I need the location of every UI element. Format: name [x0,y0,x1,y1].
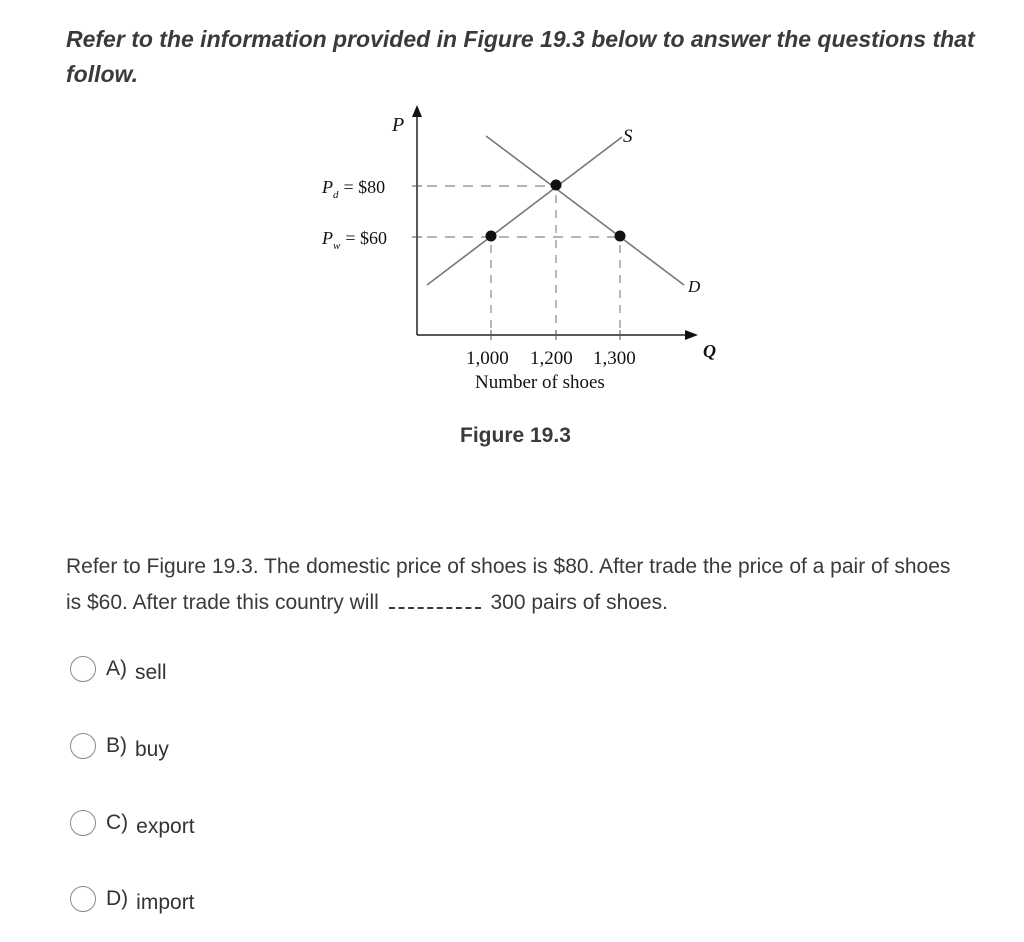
x-axis-title: Number of shoes [475,372,605,393]
option-d-text: import [136,891,195,914]
answer-blank [389,589,481,609]
option-c-radio[interactable] [70,810,96,836]
option-b-radio[interactable] [70,733,96,759]
domestic-price-label: $P_d$ = $80 [322,177,386,201]
option-a-radio[interactable] [70,656,96,682]
figure-19-3 [300,95,740,395]
option-b-letter: B) [106,734,127,757]
x-tick-label-1300: 1,300 [593,348,636,369]
x-axis-arrow [685,330,698,340]
question-text-part-1: Refer to Figure 19.3. The domestic price of shoes is $80. After trade the price of a pair of shoes is $60. After trade this country will [66,555,951,614]
instructions-text: Refer to the information provided in Figure 19.3 below to answer the questions that follow. [66,26,975,87]
option-d[interactable] [70,886,195,912]
x-tick-label-1200: 1,200 [530,348,573,369]
option-a-letter: A) [106,657,127,680]
demand-label: D [688,277,701,296]
option-b-text: buy [135,738,169,761]
supply-label: S [623,126,633,147]
question-text-part-2: 300 pairs of shoes. [490,591,668,614]
option-c-letter: C) [106,811,129,834]
equilibrium-point [551,180,562,191]
supply-curve [427,137,622,285]
option-b[interactable] [70,733,169,759]
x-axis-letter: Q [703,341,716,361]
option-d-letter: D) [106,887,129,910]
x-tick-label-1000: 1,000 [466,348,509,369]
world-price-label: $P_w$ = $60 [322,228,387,252]
question-text [66,549,966,621]
y-axis-arrow [412,105,422,117]
supply-world-price-point [486,231,497,242]
supply-demand-chart [300,95,740,395]
option-c-text: export [136,815,195,838]
option-a-text: sell [135,661,167,684]
option-a[interactable] [70,656,167,682]
option-d-radio[interactable] [70,886,96,912]
option-c[interactable] [70,810,195,836]
y-axis-letter: P [392,114,405,136]
figure-caption: Figure 19.3 [460,424,571,447]
demand-world-price-point [615,231,626,242]
demand-curve [486,136,684,285]
